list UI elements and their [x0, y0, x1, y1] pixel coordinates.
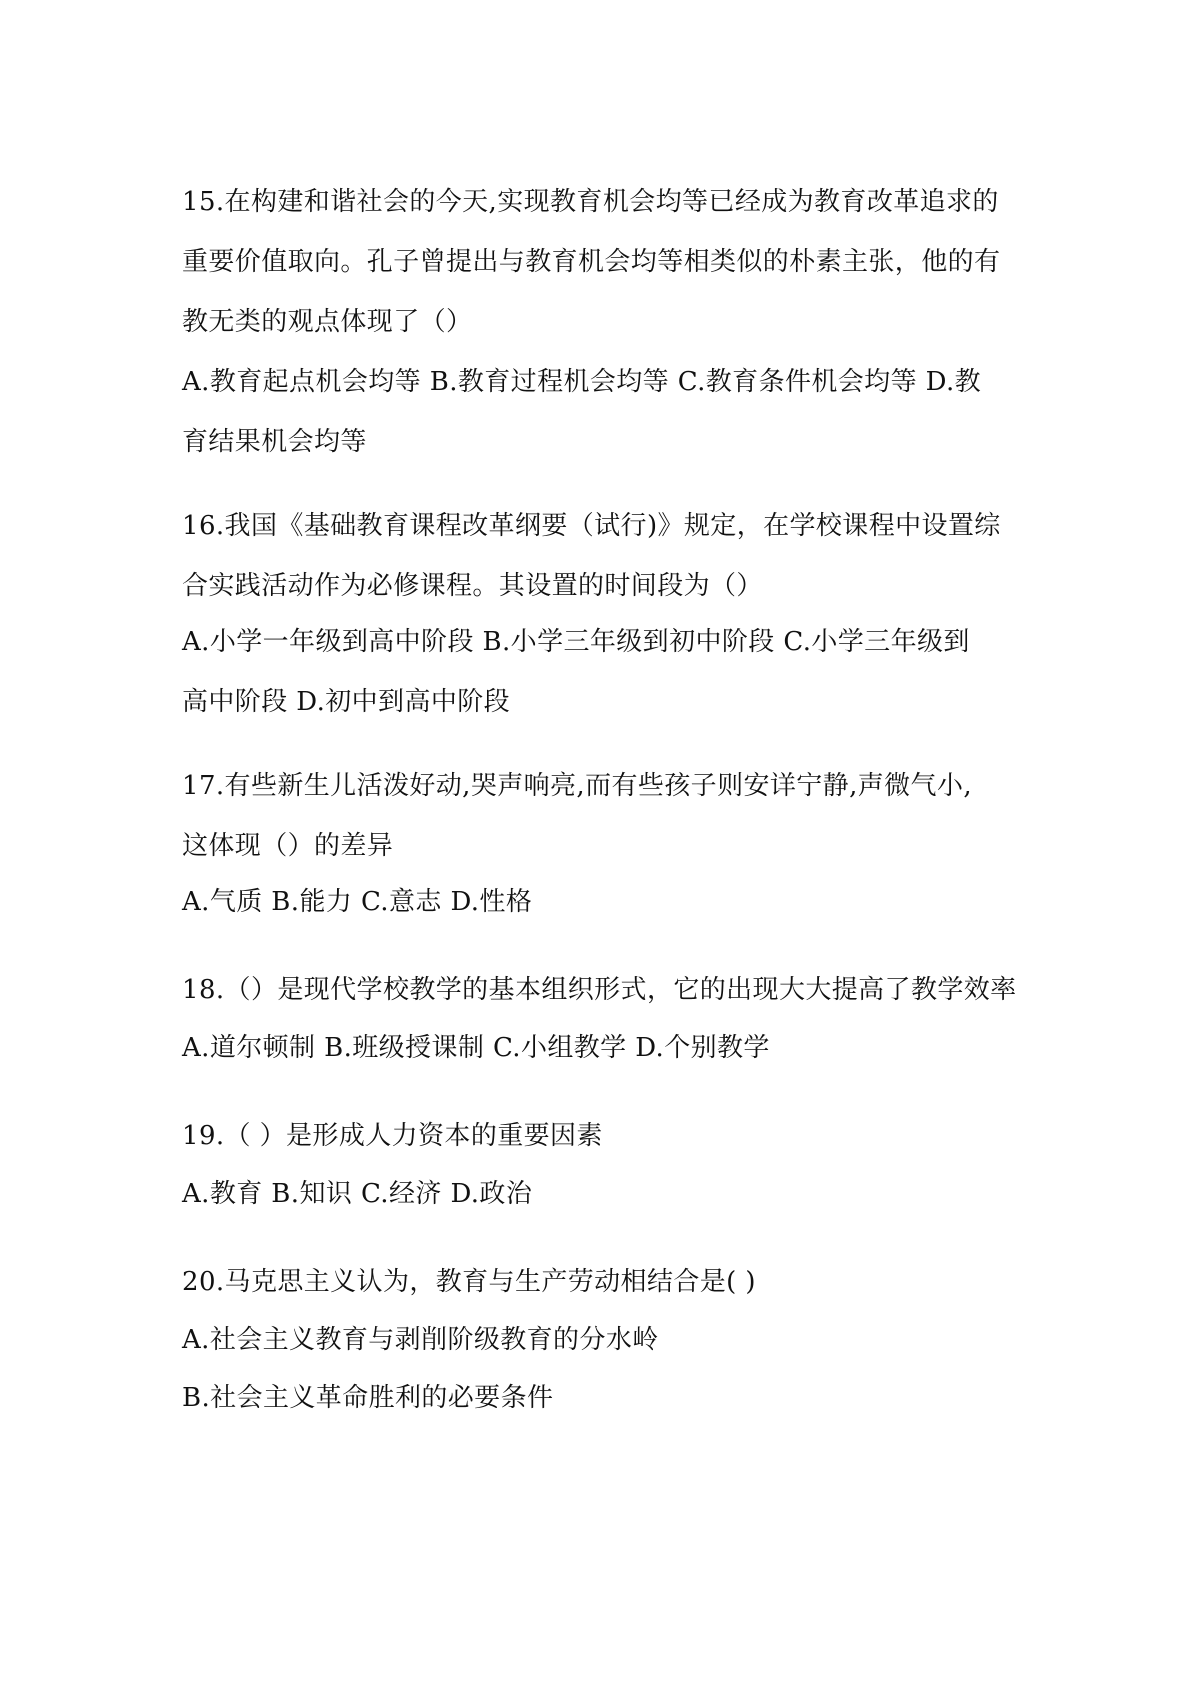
question-18-line-1: 18.（）是现代学校教学的基本组织形式，它的出现大大提高了教学效率	[182, 975, 1017, 1005]
question-17-options-line-1: A.气质 B.能力 C.意志 D.性格	[182, 887, 533, 917]
question-19-options-line-1: A.教育 B.知识 C.经济 D.政治	[182, 1179, 533, 1209]
question-20-line-1: 20.马克思主义认为，教育与生产劳动相结合是( )	[182, 1267, 756, 1297]
question-15-line-2: 重要价值取向。孔子曾提出与教育机会均等相类似的朴素主张，他的有	[182, 247, 1001, 277]
question-15-options-line-1: A.教育起点机会均等 B.教育过程机会均等 C.教育条件机会均等 D.教	[182, 367, 982, 397]
question-18-options-line-1: A.道尔顿制 B.班级授课制 C.小组教学 D.个别教学	[182, 1033, 770, 1063]
question-16-options-line-1: A.小学一年级到高中阶段 B.小学三年级到初中阶段 C.小学三年级到	[182, 627, 970, 657]
question-16-line-1: 16.我国《基础教育课程改革纲要（试行)》规定，在学校课程中设置综	[182, 511, 1001, 541]
question-16-line-2: 合实践活动作为必修课程。其设置的时间段为（）	[182, 571, 763, 601]
question-17-line-1: 17.有些新生儿活泼好动,哭声响亮,而有些孩子则安详宁静,声微气小,	[182, 771, 973, 801]
question-19-line-1: 19.（ ）是形成人力资本的重要因素	[182, 1121, 603, 1151]
question-17-line-2: 这体现（）的差异	[182, 831, 394, 861]
question-15-options-line-2: 育结果机会均等	[182, 427, 367, 457]
question-15-line-1: 15.在构建和谐社会的今天,实现教育机会均等已经成为教育改革追求的	[182, 187, 999, 217]
question-20-option-a: A.社会主义教育与剥削阶级教育的分水岭	[182, 1325, 659, 1355]
question-20-option-b: B.社会主义革命胜利的必要条件	[182, 1383, 554, 1413]
question-16-options-line-2: 高中阶段 D.初中到高中阶段	[182, 687, 511, 717]
question-15-line-3: 教无类的观点体现了（）	[182, 307, 473, 337]
